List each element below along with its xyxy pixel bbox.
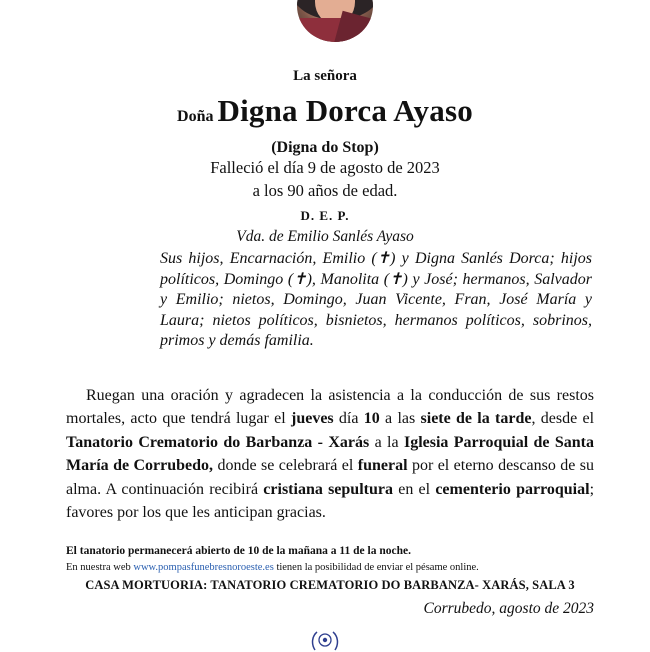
body-bold: Tanatorio Crematorio do Barbanza - Xarás (66, 433, 370, 451)
cross-icon: ✝ (376, 250, 391, 267)
ceremony-paragraph (66, 384, 594, 524)
family-text-2: ) y Digna Sanlés Dorca; hijos políticos, Domingo ( (160, 250, 593, 288)
body-bold: jueves (290, 410, 334, 428)
deceased-name-line (0, 93, 650, 129)
rip-label: D. E. P. (300, 208, 350, 223)
title-dona: Doña (177, 108, 214, 125)
body-bold: Iglesia Parroquial de Santa María de Corrubedo, (66, 433, 594, 475)
deceased-name: Digna Dorca Ayaso (217, 93, 473, 128)
title-la-senora: La señora (293, 68, 357, 84)
death-date: Falleció el día 9 de agosto de 2023 (210, 158, 440, 177)
website-link[interactable]: www.pompasfunebresnoroeste.es (133, 562, 274, 573)
cross-icon: ✝ (293, 270, 307, 288)
body-text: Ruegan una oración y agradecen la asistencia a la conducción de sus restos mortales, acto que tendrá lugar el (66, 387, 594, 428)
body-bold: cristiana sepultura (263, 480, 393, 498)
hours-note: El tanatorio permanecerá abierto de 10 de la mañana a 11 de la noche. (66, 545, 411, 557)
body-bold: cementerio parroquial (435, 480, 590, 498)
body-text: a la (369, 433, 404, 451)
web-note (66, 562, 479, 573)
body-bold: funeral (357, 457, 408, 475)
family-text-4: ) y José; hermanos, Salvador y Emilio; nietos, Domingo, Juan Vicente, Fran, José María y Laura; nietos políticos, bisnietos, hermanos políticos, sobrinos, primos y demás familia. (160, 270, 592, 350)
deceased-photo (297, 0, 373, 42)
web-note-text: En nuestra web (66, 562, 134, 573)
place-date: Corrubedo, agosto de 2023 (423, 600, 594, 617)
body-text: a las (379, 410, 421, 428)
funeral-home-logo (309, 630, 341, 652)
cross-icon: ✝ (389, 270, 403, 288)
web-note-text: tienen la posibilidad de enviar el pésame online. (273, 562, 479, 573)
body-text: ; favores por los que les anticipan gracias. (66, 480, 595, 522)
body-bold: 10 (363, 410, 380, 428)
family-text-1: Sus hijos, Encarnación, Emilio ( (160, 250, 377, 267)
body-bold: siete de la tarde (420, 410, 532, 428)
widow-line: Vda. de Emilio Sanlés Ayaso (236, 228, 414, 245)
body-text: donde se celebrará el (213, 457, 358, 475)
family-text-3: ), Manolita ( (306, 270, 390, 288)
age: a los 90 años de edad. (252, 181, 398, 200)
funeral-home-line: CASA MORTUORIA: TANATORIO CREMATORIO DO BARBANZA- XARÁS, SALA 3 (85, 578, 575, 592)
body-text: , desde el (531, 410, 595, 428)
body-text: por el eterno descanso de su alma. A continuación recibirá (66, 457, 594, 498)
body-text: día (333, 410, 364, 428)
nickname: (Digna do Stop) (271, 139, 379, 156)
body-text: en el (392, 480, 436, 498)
family-list (160, 249, 592, 352)
